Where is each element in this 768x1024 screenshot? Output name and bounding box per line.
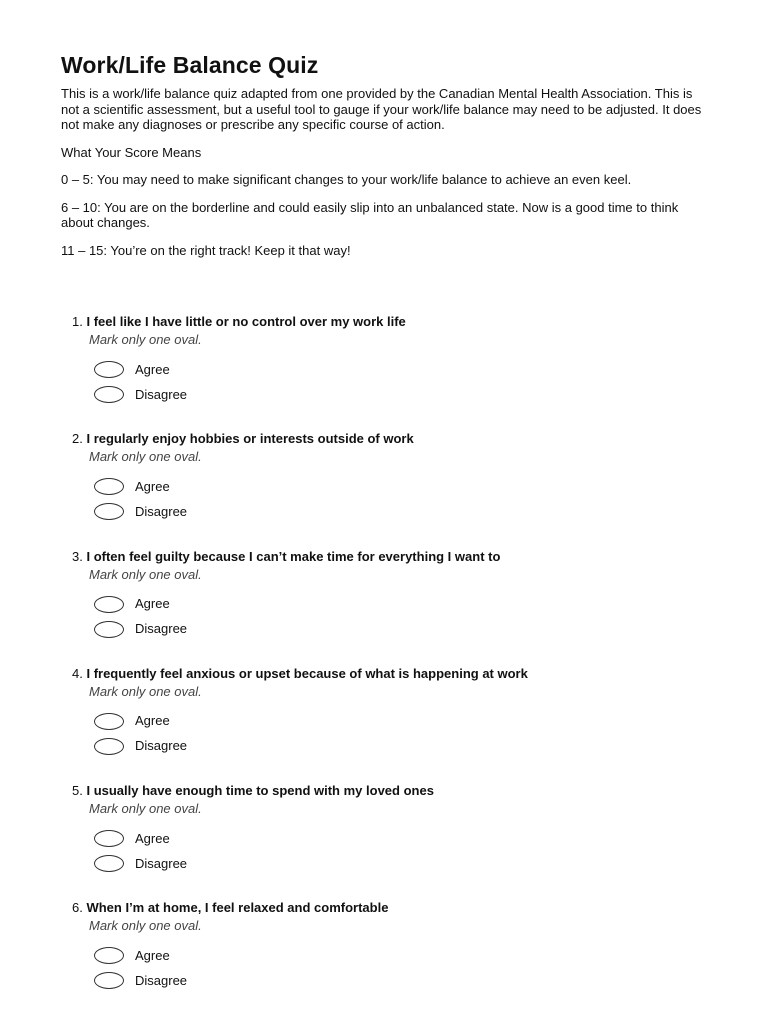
option-agree[interactable] [94,474,712,499]
question-hint: Mark only one oval. [89,566,202,582]
question-2 [72,431,712,548]
question-1 [72,314,712,431]
question-number: 3. [72,548,83,564]
page-title: Work/Life Balance Quiz [61,52,319,78]
question-number: 2. [72,431,83,447]
question-hint: Mark only one oval. [89,801,202,817]
radio-oval[interactable] [94,738,124,755]
option-label: Disagree [135,386,188,402]
question-title [72,314,712,330]
question-hint: Mark only one oval. [89,332,202,347]
option-label: Agree [135,947,170,963]
question-text: I often feel guilty because I can’t make time for everything I want to [86,548,501,564]
question-text: I frequently feel anxious or upset because of what is happening at work [86,665,528,681]
score-heading: What Your Score Means [61,144,202,160]
option-disagree[interactable] [94,382,712,407]
question-title [72,549,712,565]
question-number: 1. [72,314,83,329]
question-4 [72,666,712,783]
question-number: 5. [72,783,83,799]
option-label: Disagree [135,738,188,754]
score-range-low: 0 – 5: You may need to make significant changes to your work/life balance to achieve an even keel. [61,172,632,187]
option-label: Agree [135,361,170,377]
option-group [94,357,712,407]
intro-section [61,86,711,258]
score-range-high: 11 – 15: You’re on the right track! Keep it that way! [61,242,351,258]
option-label: Disagree [135,503,188,519]
option-agree[interactable] [94,592,712,617]
option-disagree[interactable] [94,499,712,524]
option-agree[interactable] [94,709,712,734]
question-hint: Mark only one oval. [89,449,202,465]
question-number: 4. [72,665,83,681]
question-title [72,783,712,799]
option-label: Disagree [135,621,188,637]
radio-oval[interactable] [94,478,124,495]
option-disagree[interactable] [94,851,712,876]
option-label: Disagree [135,855,188,871]
option-label: Agree [135,830,170,846]
question-3 [72,549,712,666]
option-agree[interactable] [94,826,712,851]
radio-oval[interactable] [94,947,124,964]
radio-oval[interactable] [94,972,124,989]
option-group [94,592,712,642]
radio-oval[interactable] [94,855,124,872]
option-group [94,709,712,759]
option-group [94,474,712,524]
radio-oval[interactable] [94,713,124,730]
option-group [94,826,712,876]
radio-oval[interactable] [94,503,124,520]
question-title [72,431,712,447]
option-label: Agree [135,596,170,612]
score-range-mid: 6 – 10: You are on the borderline and could easily slip into an unbalanced state. Now is a good time to think about changes. [61,199,679,230]
quiz-header [61,52,711,270]
question-text: I regularly enjoy hobbies or interests outside of work [86,431,414,447]
radio-oval[interactable] [94,386,124,403]
question-text: I feel like I have little or no control over my work life [86,314,406,329]
question-title [72,666,712,682]
option-agree[interactable] [94,357,712,382]
option-disagree[interactable] [94,968,712,993]
radio-oval[interactable] [94,830,124,847]
option-group [94,943,712,993]
option-label: Agree [135,478,170,494]
option-label: Agree [135,713,170,729]
question-hint: Mark only one oval. [89,918,202,934]
option-disagree[interactable] [94,617,712,642]
option-disagree[interactable] [94,734,712,759]
question-title [72,900,712,916]
question-5 [72,783,712,900]
radio-oval[interactable] [94,596,124,613]
radio-oval[interactable] [94,361,124,378]
question-6 [72,900,712,1017]
question-text: When I’m at home, I feel relaxed and comfortable [86,900,389,916]
question-hint: Mark only one oval. [89,683,202,699]
intro-description: This is a work/life balance quiz adapted from one provided by the Canadian Mental Health Association. This is not a scientific assessment, but a useful tool to gauge if your work/life balance may need to be adjusted. It does not make any diagnoses or prescribe any specific course of action. [61,86,702,132]
option-label: Disagree [135,972,188,988]
question-number: 6. [72,900,83,916]
option-agree[interactable] [94,943,712,968]
radio-oval[interactable] [94,621,124,638]
question-list [72,314,712,1018]
question-text: I usually have enough time to spend with my loved ones [86,783,434,799]
